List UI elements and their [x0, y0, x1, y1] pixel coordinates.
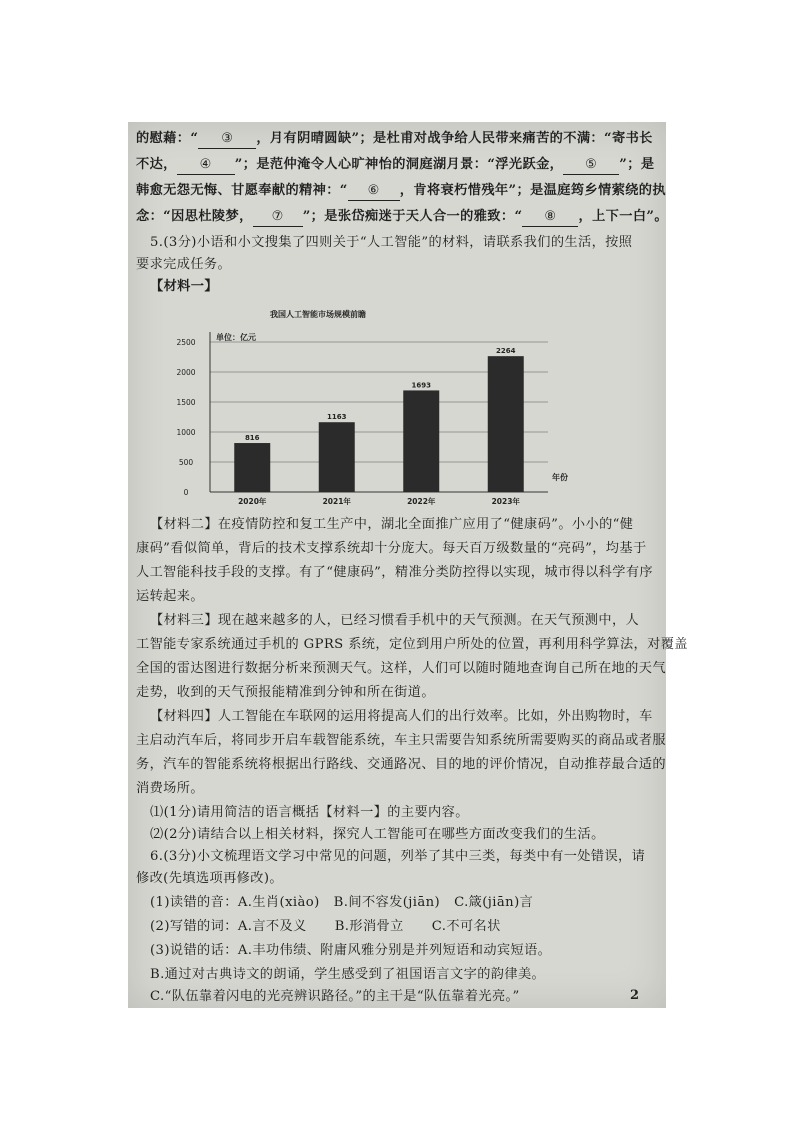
q6-item-3-label: (3)说错的话：	[150, 943, 238, 958]
material-4-line-2: 主启动汽车后，将同步开启车载智能系统，车主只需要告知系统所需要购买的商品或者服	[136, 733, 666, 748]
poem-line-1: 的慰藉：“ ③ ，月有阴晴圆缺”；是杜甫对战争给人民带来痛苦的不满：“寄书长	[136, 130, 660, 149]
y-tick-label: 0	[183, 488, 189, 497]
y-tick-label: 2000	[176, 368, 196, 377]
y-tick-label: 1500	[176, 398, 196, 407]
bar-value-label: 816	[244, 434, 260, 443]
x-tick-label: 2020年	[238, 497, 267, 506]
blank-5: ⑤	[563, 156, 619, 175]
blank-6: ⑥	[348, 182, 400, 201]
blank-4: ④	[177, 156, 235, 175]
q5-sub-question-2: ⑵(2分)请结合以上相关材料，探究人工智能可在哪些方面改变我们的生活。	[150, 827, 605, 842]
chart-title: 我国人工智能市场规模前瞻	[270, 310, 366, 319]
q6-item-2-option-b: B.形消骨立	[334, 919, 404, 934]
material-3-line-1: 【材料三】现在越来越多的人，已经习惯看手机中的天气预测。在天气预测中，人	[150, 613, 640, 628]
material-2-line-1: 【材料二】在疫情防控和复工生产中，湖北全面推广应用了“健康码”。小小的“健	[150, 517, 634, 532]
material-4-line-4: 消费场所。	[136, 781, 204, 796]
chart-unit-label: 单位：亿元	[216, 333, 256, 342]
x-tick-label: 2021年	[322, 497, 351, 506]
material-3-line-3: 全国的雷达图进行数据分析来预测天气。这样，人们可以随时随地查询自己所在地的天气	[136, 661, 666, 676]
page-number: 2	[630, 988, 640, 1003]
poem-line-3: 韩愈无怨无悔、甘愿奉献的精神：“ ⑥ ，肯将衰朽惜残年”；是温庭筠乡情萦绕的执	[136, 182, 660, 201]
x-tick-labels	[238, 496, 520, 506]
q6-item-3-option-c: C.“队伍靠着闪电的光亮辨识路径。”的主干是“队伍靠着光亮。”	[150, 989, 520, 1004]
bar-2023年	[488, 356, 524, 492]
poem-line-4: 念：“因思杜陵梦， ⑦ ”；是张岱痴迷于天人合一的雅致：“ ⑧ ，上下一白”。	[136, 208, 660, 227]
y-tick-label: 1000	[176, 428, 196, 437]
poem-line-2: 不达， ④ ”；是范仲淹令人心旷神怡的洞庭湖月景：“浮光跃金， ⑤ ”；是	[136, 156, 660, 175]
blank-8: ⑧	[522, 208, 578, 227]
material-1-label: 【材料一】	[150, 279, 218, 294]
y-tick-label: 2500	[176, 338, 196, 347]
q5-sub-question-1: ⑴(1分)请用简洁的语言概括【材料一】的主要内容。	[150, 805, 469, 820]
q6-item-2-option-c: C.不可名状	[431, 919, 501, 934]
q6-item-1-option-a: A.生肖(xiào)	[237, 895, 320, 910]
x-tick-label: 2022年	[407, 497, 436, 506]
material-3-line-2: 工智能专家系统通过手机的 GPRS 系统，定位到用户所处的位置，再利用科学算法，对覆盖	[136, 637, 688, 652]
market-size-chart	[168, 304, 628, 509]
q5-intro-1: 5.(3分)小语和小文搜集了四则关于“人工智能”的材料，请联系我们的生活，按照	[150, 235, 633, 250]
material-2-line-4: 运转起来。	[136, 589, 204, 604]
q5-intro-2: 要求完成任务。	[136, 257, 232, 272]
q6-item-2-option-a: A.言不及义	[237, 919, 307, 934]
q6-item-1-option-b: B.间不容发(jiān)	[333, 895, 441, 910]
x-tick-label: 2023年	[491, 497, 520, 506]
q6-item-3-option-a: A.丰功伟绩、附庸风雅分别是并列短语和动宾短语。	[237, 943, 552, 958]
scanned-page	[128, 122, 688, 1008]
bar-2020年	[234, 443, 270, 492]
y-tick-labels	[176, 338, 195, 497]
q6-intro-1: 6.(3分)小文梳理语文学习中常见的问题，列举了其中三类，每类中有一处错误，请	[150, 849, 646, 864]
q6-item-1-option-c: C.箴(jiān)言	[454, 895, 534, 910]
bar-value-label: 2264	[496, 347, 516, 356]
y-tick-label: 500	[178, 458, 194, 467]
q6-item-1-label: (1)读错的音：	[150, 895, 238, 910]
material-2-line-2: 康码”看似简单，背后的技术支撑系统却十分庞大。每天百万级数量的“亮码”，均基于	[136, 541, 647, 556]
blank-3: ③	[198, 130, 256, 149]
bar-value-label: 1163	[327, 413, 347, 422]
material-4-line-1: 【材料四】人工智能在车联网的运用将提高人们的出行效率。比如，外出购物时，车	[150, 709, 653, 724]
q6-item-3	[150, 942, 660, 960]
material-4-line-3: 务，汽车的智能系统将根据出行路线、交通路况、目的地的评价情况，自动推荐最合适的	[136, 757, 666, 772]
bar-series	[234, 347, 524, 492]
material-2-line-3: 人工智能科技手段的支撑。有了“健康码”，精准分类防控得以实现，城市得以科学有序	[136, 565, 654, 580]
q6-item-1	[150, 894, 660, 912]
material-3-line-4: 走势，收到的天气预报能精准到分钟和所在街道。	[136, 685, 435, 700]
q6-item-3-option-b: B.通过对古典诗文的朗诵，学生感受到了祖国语言文字的韵律美。	[150, 967, 546, 982]
q6-item-2	[150, 918, 660, 936]
blank-7: ⑦	[253, 208, 303, 227]
q6-intro-2: 修改(先填选项再修改)。	[136, 871, 283, 886]
x-axis-label: 年份	[552, 473, 568, 482]
q6-item-2-label: (2)写错的词：	[150, 919, 238, 934]
bar-2021年	[319, 422, 355, 492]
bar-value-label: 1693	[411, 381, 431, 390]
bar-2022年	[403, 390, 439, 492]
